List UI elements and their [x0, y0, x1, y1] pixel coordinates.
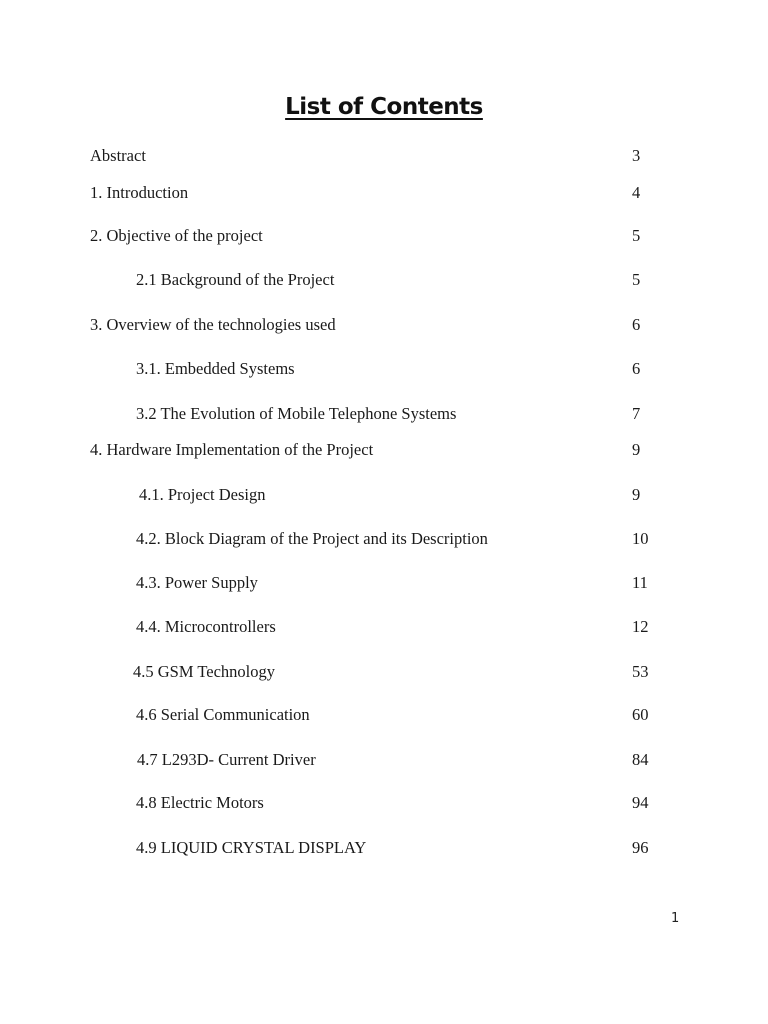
- toc-entry-page: 9: [632, 485, 641, 504]
- toc-entry-label: 4.8 Electric Motors: [136, 793, 264, 812]
- toc-entry-block-diagram: [0, 527, 768, 551]
- toc-entry-label: 3.2 The Evolution of Mobile Telephone Systems: [136, 404, 457, 423]
- toc-entry-page: 96: [632, 838, 649, 857]
- toc-entry-page: 12: [632, 617, 649, 636]
- toc-entry-introduction: [0, 181, 768, 205]
- toc-entry-page: 4: [632, 183, 641, 202]
- toc-entry-hardware: [0, 438, 768, 462]
- toc-entry-mobile-telephone: [0, 402, 768, 426]
- toc-entry-page: 53: [632, 662, 649, 681]
- toc-entry-microcontrollers: [0, 615, 768, 639]
- toc-entry-page: 6: [632, 359, 641, 378]
- toc-entry-label: 4.5 GSM Technology: [133, 662, 275, 681]
- page-number: 1: [671, 911, 680, 926]
- toc-entry-power-supply: [0, 571, 768, 595]
- toc-entry-project-design: [0, 483, 768, 507]
- toc-entry-page: 84: [632, 750, 649, 769]
- toc-entry-page: 60: [632, 705, 649, 724]
- toc-entry-label: 4.3. Power Supply: [136, 573, 258, 592]
- toc-entry-page: 5: [632, 270, 641, 289]
- toc-entry-abstract: [0, 144, 768, 168]
- toc-entry-label: 1. Introduction: [90, 183, 189, 202]
- toc-entry-label: 4.6 Serial Communication: [136, 705, 310, 724]
- toc-entry-embedded-systems: [0, 357, 768, 381]
- toc-entry-page: 7: [632, 404, 641, 423]
- toc-entry-label: 3.1. Embedded Systems: [136, 359, 295, 378]
- toc-entry-serial: [0, 703, 768, 727]
- toc-entry-page: 5: [632, 226, 641, 245]
- toc-entry-background: [0, 268, 768, 292]
- toc-entry-page: 9: [632, 440, 641, 459]
- toc-entry-l293d: [0, 748, 768, 772]
- toc-entry-page: 11: [632, 573, 648, 592]
- toc-entry-page: 10: [632, 529, 649, 548]
- toc-entry-page: 6: [632, 315, 641, 334]
- toc-entry-label: 4.7 L293D- Current Driver: [137, 750, 316, 769]
- toc-entry-lcd: [0, 836, 768, 860]
- toc-entry-label: 4.4. Microcontrollers: [136, 617, 276, 636]
- toc-entry-page: 3: [632, 146, 641, 165]
- toc-entry-label: 2.1 Background of the Project: [136, 270, 335, 289]
- toc-entry-gsm: [0, 660, 768, 684]
- toc-entry-electric-motors: [0, 791, 768, 815]
- toc-entry-label: 4.9 LIQUID CRYSTAL DISPLAY: [136, 838, 367, 857]
- toc-entry-label: 4.1. Project Design: [139, 485, 266, 504]
- toc-entry-objective: [0, 224, 768, 248]
- toc-entry-label: 3. Overview of the technologies used: [90, 315, 336, 334]
- toc-entry-label: 4. Hardware Implementation of the Project: [90, 440, 374, 459]
- toc-entry-label: Abstract: [90, 146, 146, 165]
- page-title: List of Contents: [285, 94, 483, 120]
- toc-entry-overview: [0, 313, 768, 337]
- toc-entry-page: 94: [632, 793, 649, 812]
- toc-entry-label: 2. Objective of the project: [90, 226, 263, 245]
- toc-entry-label: 4.2. Block Diagram of the Project and its Description: [136, 529, 488, 548]
